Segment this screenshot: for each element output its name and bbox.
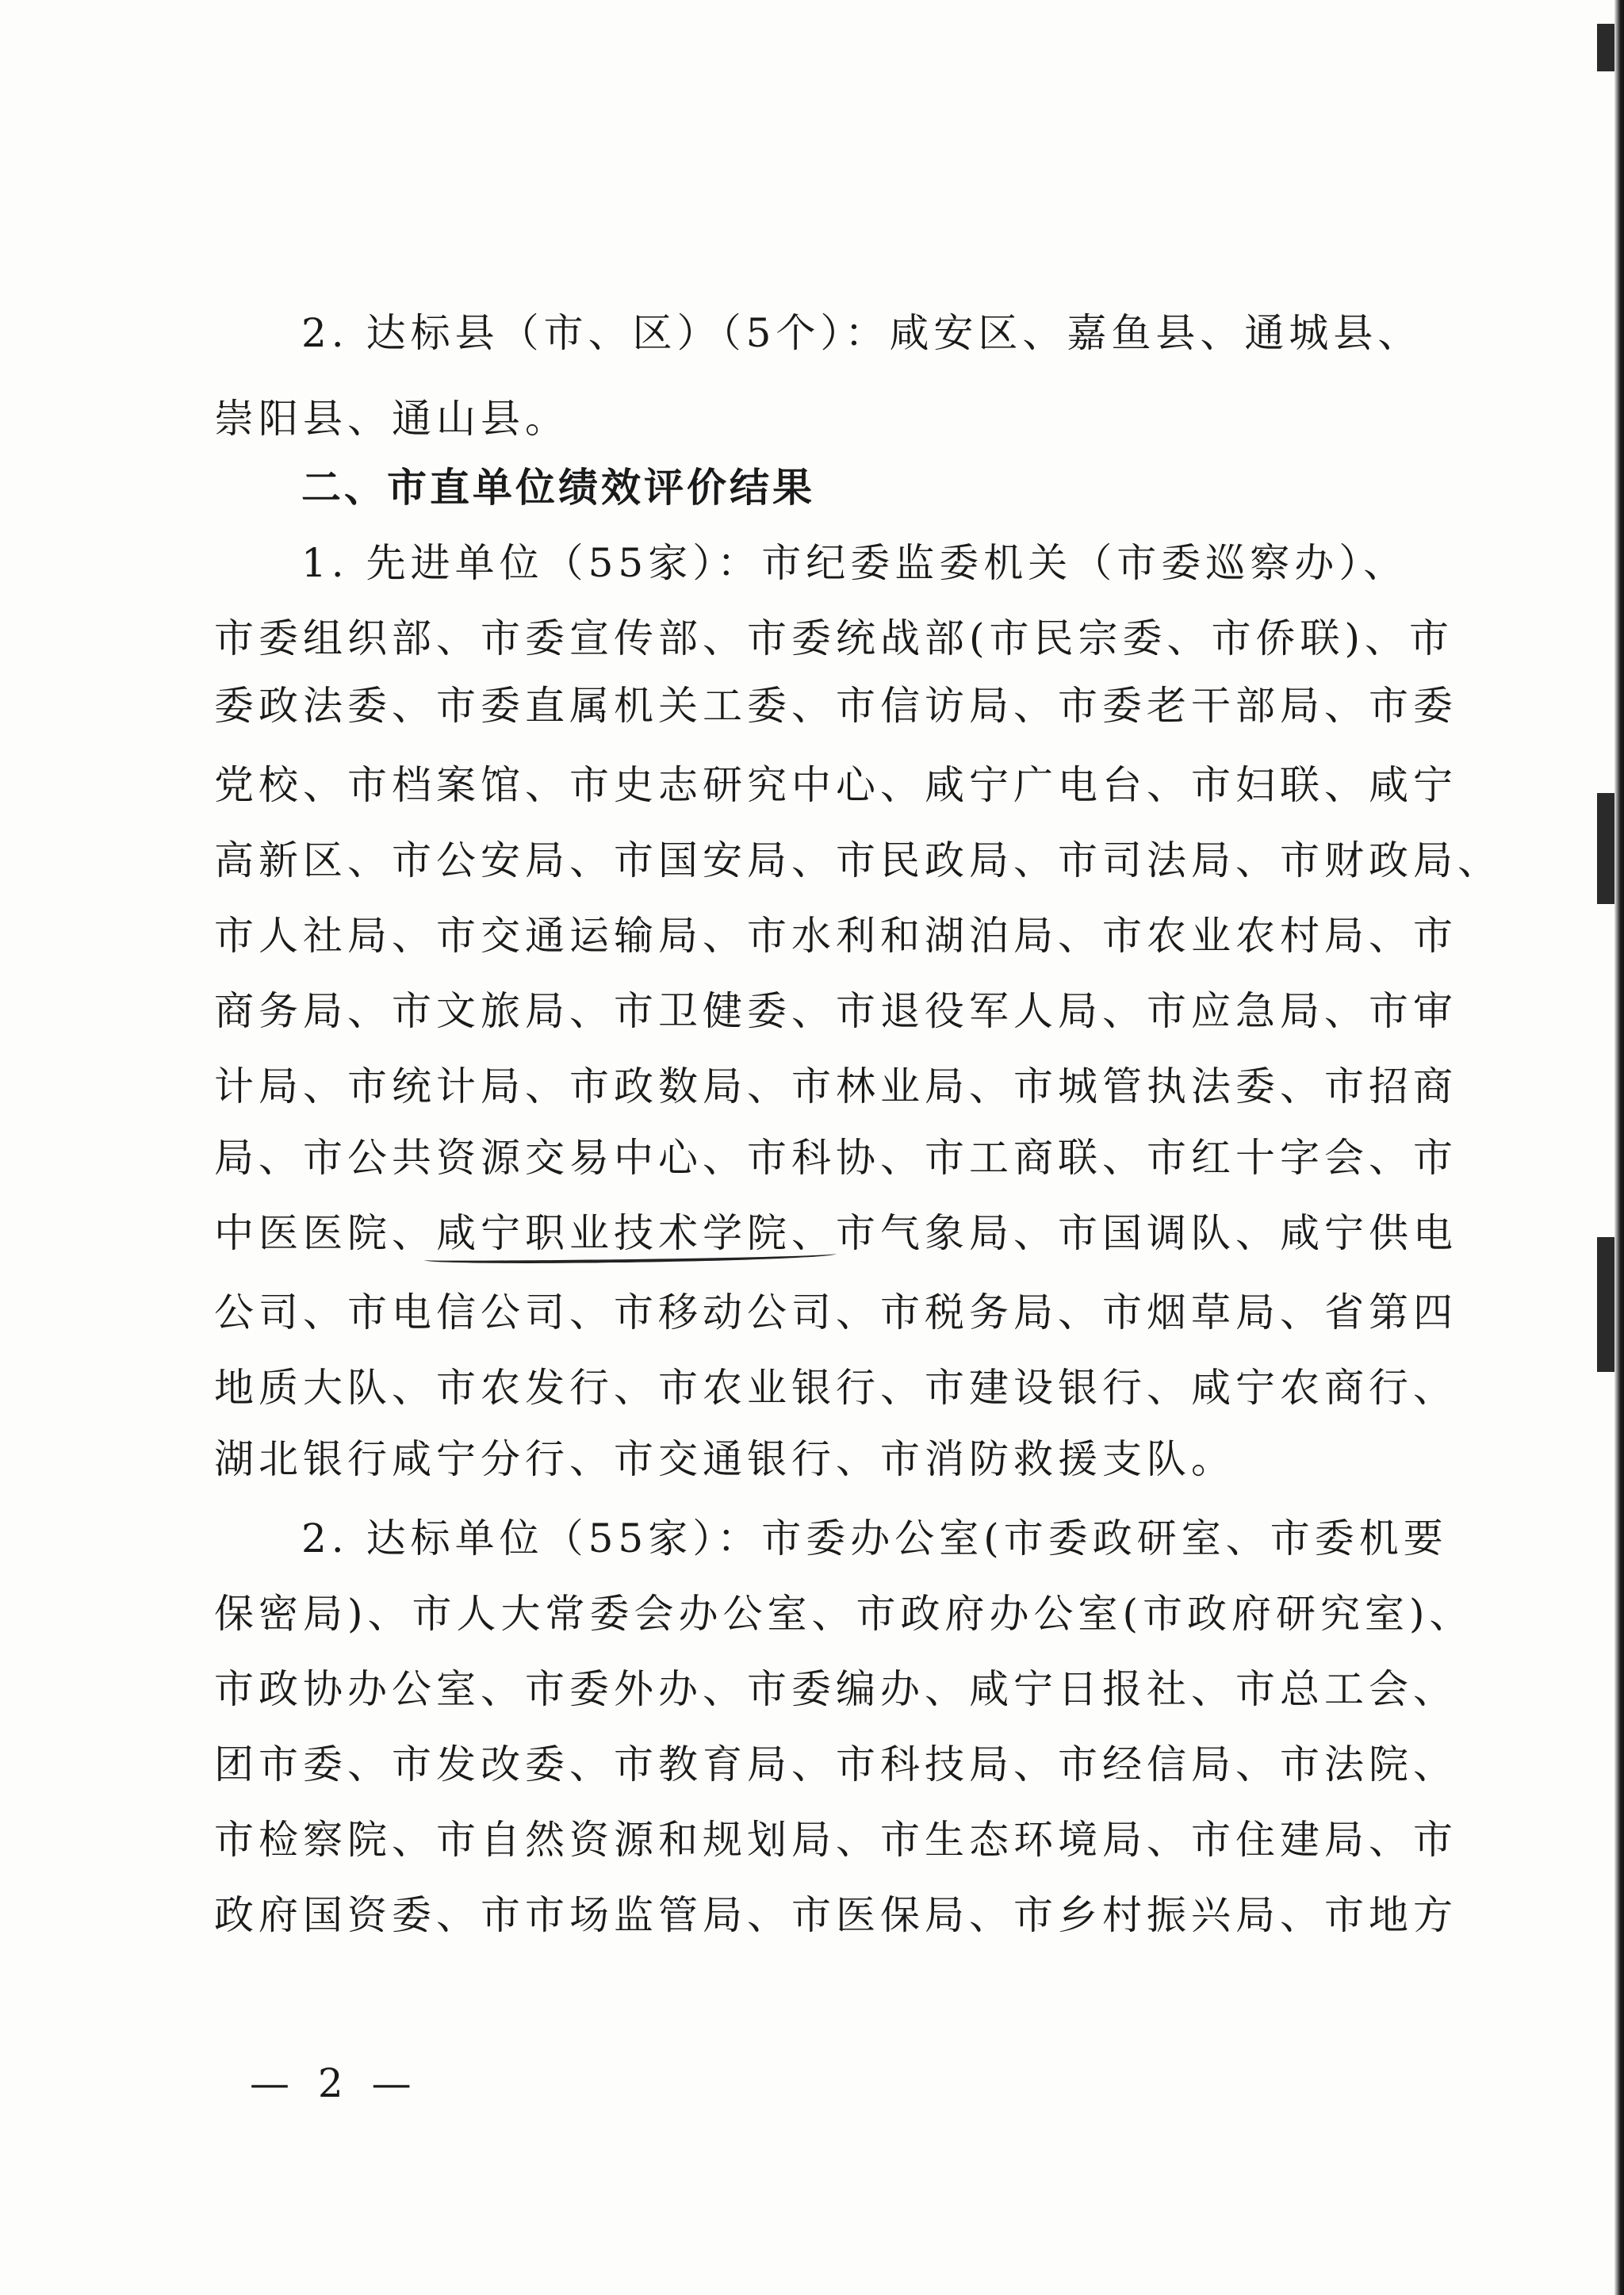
text-line: 市检察院、市自然资源和规划局、市生态环境局、市住建局、市 bbox=[214, 1817, 1457, 1863]
text-line: 政府国资委、市市场监管局、市医保局、市乡村振兴局、市地方 bbox=[214, 1892, 1457, 1938]
text-line: 公司、市电信公司、市移动公司、市税务局、市烟草局、省第四 bbox=[214, 1289, 1457, 1335]
text-line: 地质大队、市农发行、市农业银行、市建设银行、咸宁农商行、 bbox=[214, 1365, 1457, 1411]
scan-edge bbox=[1614, 0, 1624, 2295]
text-line: 2. 达标县（市、区）（5个）：咸安区、嘉鱼县、通城县、 bbox=[301, 310, 1423, 356]
text-line: 中医医院、咸宁职业技术学院、市气象局、市国调队、咸宁供电 bbox=[214, 1210, 1457, 1256]
text-line: 市人社局、市交通运输局、市水利和湖泊局、市农业农村局、市 bbox=[214, 913, 1457, 959]
scan-mark bbox=[1597, 24, 1614, 71]
text-line: 委政法委、市委直属机关工委、市信访局、市委老干部局、市委 bbox=[214, 683, 1457, 729]
scan-mark bbox=[1597, 793, 1614, 904]
text-line: 局、市公共资源交易中心、市科协、市工商联、市红十字会、市 bbox=[214, 1135, 1457, 1181]
text-line: 团市委、市发改委、市教育局、市科技局、市经信局、市法院、 bbox=[214, 1741, 1457, 1787]
text-line: 保密局)、市人大常委会办公室、市政府办公室(市政府研究室)、 bbox=[214, 1591, 1474, 1637]
page-number: — 2 — bbox=[250, 2060, 419, 2106]
text-line: 市委组织部、市委宣传部、市委统战部(市民宗委、市侨联)、市 bbox=[214, 615, 1454, 661]
text-line: 党校、市档案馆、市史志研究中心、咸宁广电台、市妇联、咸宁 bbox=[214, 762, 1457, 808]
text-line: 高新区、市公安局、市国安局、市民政局、市司法局、市财政局、 bbox=[214, 837, 1502, 883]
text-line: 商务局、市文旅局、市卫健委、市退役军人局、市应急局、市审 bbox=[214, 988, 1457, 1034]
text-line: 1. 先进单位（55家）：市纪委监委机关（市委巡察办）、 bbox=[301, 540, 1408, 586]
text-line: 市政协办公室、市委外办、市委编办、咸宁日报社、市总工会、 bbox=[214, 1666, 1457, 1712]
section-heading: 二、市直单位绩效评价结果 bbox=[301, 465, 815, 511]
scan-mark bbox=[1597, 1237, 1614, 1372]
text-line: 湖北银行咸宁分行、市交通银行、市消防救援支队。 bbox=[214, 1436, 1235, 1482]
text-line: 崇阳县、通山县。 bbox=[214, 396, 569, 442]
text-line: 2. 达标单位（55家）：市委办公室(市委政研室、市委机要 bbox=[301, 1515, 1448, 1561]
text-line: 计局、市统计局、市政数局、市林业局、市城管执法委、市招商 bbox=[214, 1063, 1457, 1109]
